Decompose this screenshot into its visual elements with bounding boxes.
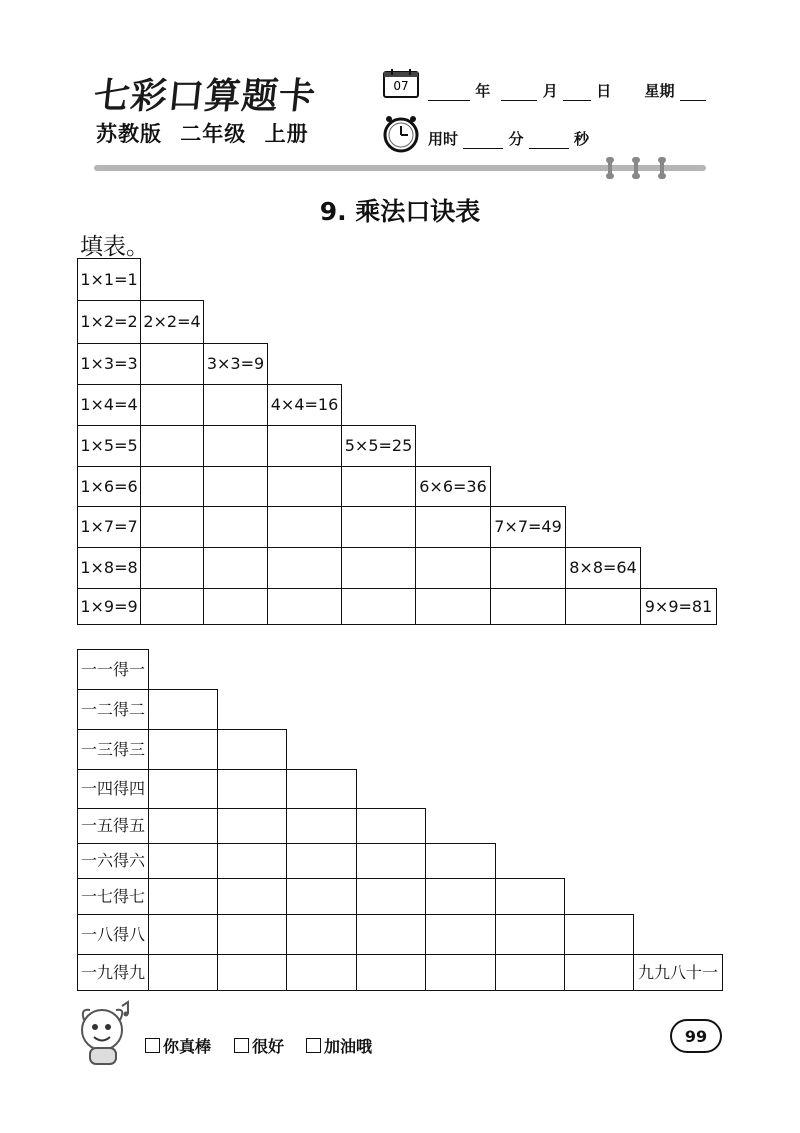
table1-cell: 3×3=9 [203,343,268,385]
table2-cell[interactable] [217,954,287,991]
table2-cell[interactable] [356,808,426,844]
table2-cell: 一五得五 [77,808,149,844]
table2-cell[interactable] [286,808,357,844]
page-title: 9. 乘法口诀表 [319,197,481,226]
table2-cell: 一四得四 [77,769,149,809]
date-line [428,80,706,101]
table2-cell: 一六得六 [77,843,149,879]
table1-cell: 2×2=4 [140,300,204,344]
elapsed-label: 用时 [428,130,459,148]
seconds-input[interactable] [529,134,569,149]
day-input[interactable] [563,86,591,101]
weekday-input[interactable] [680,86,706,101]
minutes-input[interactable] [463,134,503,149]
table2-cell[interactable] [356,878,426,915]
table1-cell[interactable] [140,466,204,507]
table2-cell[interactable] [148,729,218,770]
table1-cell[interactable] [415,547,491,589]
table2-cell[interactable] [356,954,426,991]
table1-cell[interactable] [267,466,342,507]
table2-cell[interactable] [425,914,496,955]
table1-cell[interactable] [140,588,204,625]
checkbox[interactable] [234,1038,249,1053]
table1-cell[interactable] [203,425,268,467]
table2-cell[interactable] [356,843,426,879]
table1-cell[interactable] [140,547,204,589]
mascot-illustration [70,998,140,1070]
table2-cell: 一三得三 [77,729,149,770]
table2-cell[interactable] [148,843,218,879]
table1-cell: 7×7=49 [490,506,566,548]
table1-cell[interactable] [341,588,416,625]
table2-cell[interactable] [425,954,496,991]
table1-cell[interactable] [415,506,491,548]
table1-cell[interactable] [203,466,268,507]
day-label: 日 [596,82,612,100]
table1-cell[interactable] [203,506,268,548]
table1-cell[interactable] [267,588,342,625]
table1-cell: 5×5=25 [341,425,416,467]
table1-cell[interactable] [267,506,342,548]
binder-pin [634,157,638,179]
table2-cell[interactable] [286,843,357,879]
table2-cell[interactable] [564,914,634,955]
instruction: 填表。 [80,234,149,260]
edition-label: 苏教版 二年级 上册 [96,122,309,146]
table1-cell: 1×7=7 [77,506,141,548]
table1-cell: 1×2=2 [77,300,141,344]
table1-cell[interactable] [565,588,641,625]
brand-title: 七彩口算题卡 [91,76,318,117]
month-input[interactable] [501,86,537,101]
table2-cell[interactable] [148,808,218,844]
month-label: 月 [542,82,558,100]
table2-cell[interactable] [148,769,218,809]
calendar-icon [383,68,419,98]
table2-cell[interactable] [217,843,287,879]
table1-cell[interactable] [203,547,268,589]
table2-cell[interactable] [286,769,357,809]
table2-cell[interactable] [148,914,218,955]
table2-cell[interactable] [564,954,634,991]
table1-cell[interactable] [341,466,416,507]
table2-cell: 一七得七 [77,878,149,915]
table2-cell[interactable] [148,954,218,991]
table2-cell: 九九八十一 [633,954,723,991]
table1-cell[interactable] [140,343,204,385]
year-label: 年 [475,82,491,100]
weekday-label: 星期 [644,82,675,100]
table1-cell: 8×8=64 [565,547,641,589]
time-line [428,128,589,149]
table2-cell: 一一得一 [77,649,149,690]
table2-cell[interactable] [286,954,357,991]
table2-cell[interactable] [495,954,565,991]
minutes-label: 分 [508,130,524,148]
clock-icon [381,114,421,154]
checkbox[interactable] [306,1038,321,1053]
table1-cell[interactable] [341,506,416,548]
table2-cell[interactable] [425,878,496,915]
table1-cell[interactable] [415,588,491,625]
table1-cell[interactable] [490,588,566,625]
table2-cell[interactable] [217,878,287,915]
calendar-day: 07 [393,79,409,93]
table2-cell[interactable] [495,914,565,955]
table1-cell[interactable] [341,547,416,589]
table1-cell: 1×3=3 [77,343,141,385]
table1-cell[interactable] [203,384,268,426]
table1-cell[interactable] [267,425,342,467]
table2-cell[interactable] [217,808,287,844]
table1-cell[interactable] [140,425,204,467]
table1-cell[interactable] [267,547,342,589]
table2-cell: 一八得八 [77,914,149,955]
table2-cell: 一二得二 [77,689,149,730]
table2-cell[interactable] [356,914,426,955]
table2-cell[interactable] [495,878,565,915]
praise-option-good[interactable]: 很好 [234,1034,284,1057]
table2-cell[interactable] [286,878,357,915]
table1-cell: 1×1=1 [77,258,141,301]
table2-cell[interactable] [425,843,496,879]
praise-option-great[interactable]: 你真棒 [145,1034,211,1057]
seconds-label: 秒 [573,130,589,148]
table2-cell[interactable] [148,689,218,730]
table1-cell: 1×6=6 [77,466,141,507]
table1-cell[interactable] [490,547,566,589]
table1-cell: 1×5=5 [77,425,141,467]
table1-cell[interactable] [203,588,268,625]
binder-pin [660,157,664,179]
table2-cell[interactable] [217,729,287,770]
binder-pin [608,157,612,179]
table2-cell[interactable] [217,914,287,955]
table1-cell[interactable] [140,384,204,426]
header-divider [94,165,706,171]
table1-cell: 4×4=16 [267,384,342,426]
table1-cell: 9×9=81 [640,588,717,625]
page-number: 99 [670,1019,722,1053]
table2-cell: 一九得九 [77,954,149,991]
table2-cell[interactable] [148,878,218,915]
table1-cell: 1×8=8 [77,547,141,589]
year-input[interactable] [428,86,470,101]
praise-option-keep-going[interactable]: 加油哦 [306,1034,372,1057]
table2-cell[interactable] [217,769,287,809]
table2-cell[interactable] [286,914,357,955]
table1-cell[interactable] [140,506,204,548]
table1-cell: 1×9=9 [77,588,141,625]
checkbox[interactable] [145,1038,160,1053]
table1-cell: 6×6=36 [415,466,491,507]
table1-cell: 1×4=4 [77,384,141,426]
